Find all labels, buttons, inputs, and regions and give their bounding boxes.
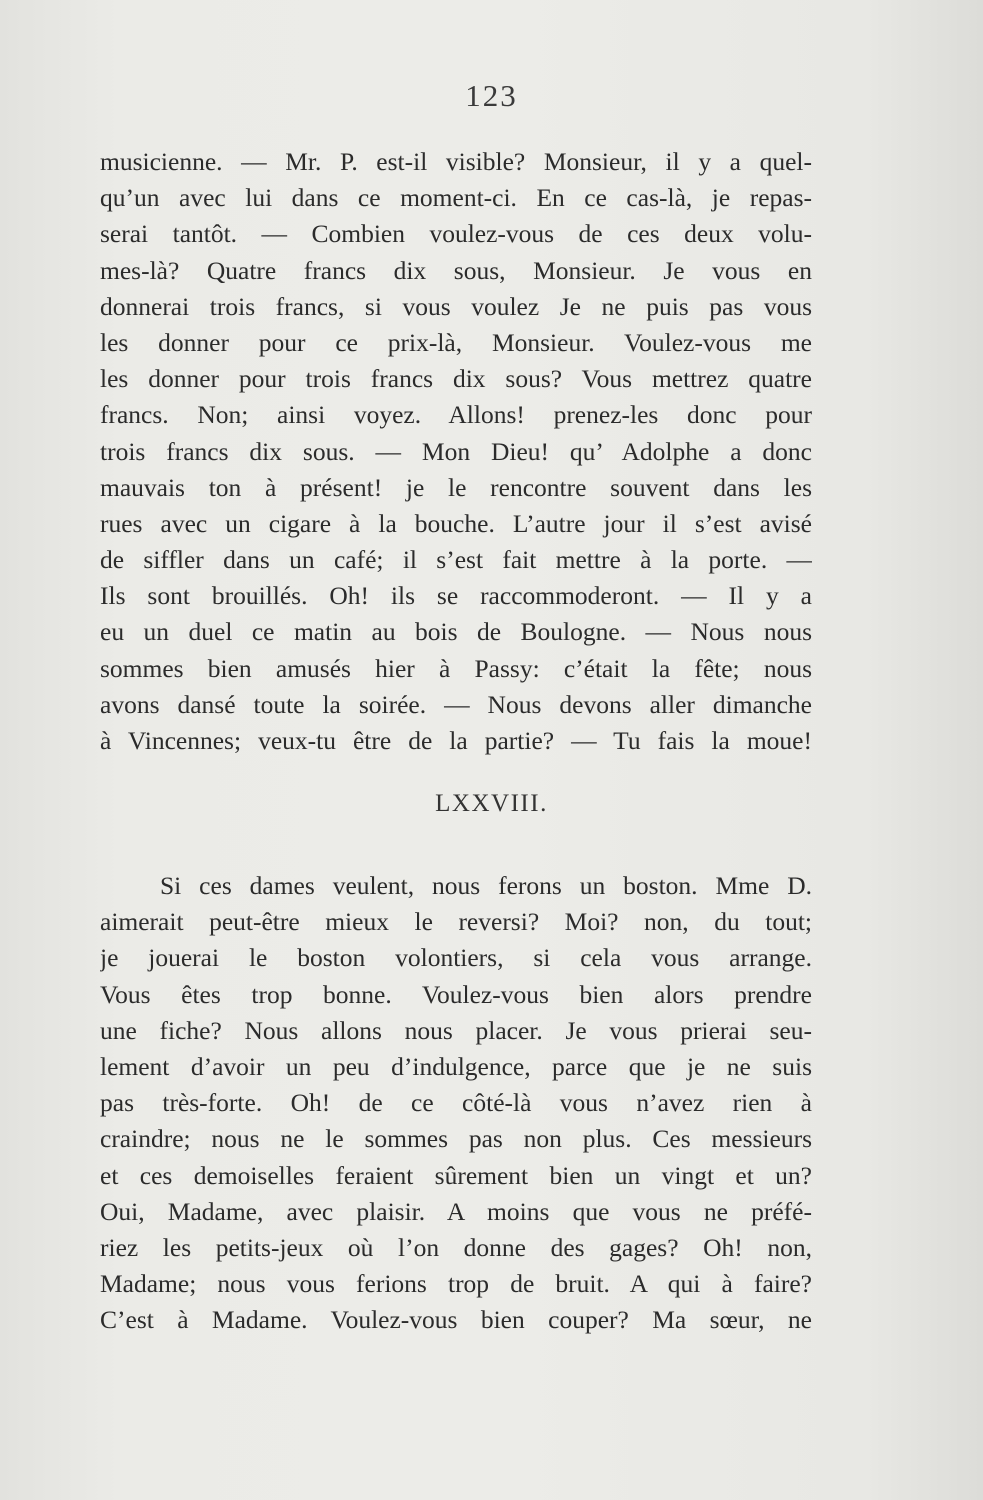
text-line: une fiche? Nous allons nous placer. Je vous prierai seu- <box>100 1015 812 1045</box>
text-line: C’est à Madame. Voulez-vous bien couper? Ma sœur, ne <box>100 1305 812 1335</box>
text-line: mes-là? Quatre francs dix sous, Monsieur. Je vous en <box>100 255 812 285</box>
text-line: Madame; nous vous ferions trop de bruit. A qui à faire? <box>100 1269 812 1299</box>
text-line: aimerait peut-être mieux le reversi? Moi? non, du tout; <box>100 907 812 937</box>
text-line: de siffler dans un café; il s’est fait mettre à la porte. — <box>100 545 812 575</box>
text-line: serai tantôt. — Combien voulez-vous de ces deux volu- <box>100 219 812 249</box>
text-line: avons dansé toute la soirée. — Nous devons aller dimanche <box>100 689 812 719</box>
text-line: trois francs dix sous. — Mon Dieu! qu’ Adolphe a donc <box>100 436 812 466</box>
text-line: sommes bien amusés hier à Passy: c’était la fête; nous <box>100 653 812 683</box>
text-line: musicienne. — Mr. P. est-il visible? Monsieur, il y a quel- <box>100 147 812 176</box>
text-line: Oui, Madame, avec plaisir. A moins que vous ne préfé- <box>100 1196 812 1226</box>
page-number: 123 <box>465 78 518 113</box>
text-line: les donner pour trois francs dix sous? Vous mettrez quatre <box>100 364 812 394</box>
text-line: Si ces dames veulent, nous ferons un boston. Mme D. <box>160 871 812 900</box>
text-line: francs. Non; ainsi voyez. Allons! prenez-les donc pour <box>100 400 812 430</box>
text-line: à Vincennes; veux-tu être de la partie? — Tu fais la moue! <box>100 726 812 755</box>
text-line: mauvais ton à présent! je le rencontre souvent dans les <box>100 472 812 502</box>
text-line: et ces demoiselles feraient sûrement bien un vingt et un? <box>100 1160 812 1190</box>
text-line: riez les petits-jeux où l’on donne des gages? Oh! non, <box>100 1232 812 1262</box>
text-line: donnerai trois francs, si vous voulez Je ne puis pas vous <box>100 291 812 321</box>
text-line: Vous êtes trop bonne. Voulez-vous bien alors prendre <box>100 979 812 1009</box>
text-line: Ils sont brouillés. Oh! ils se raccommoderont. — Il y a <box>100 581 812 611</box>
text-line: eu un duel ce matin au bois de Boulogne. — Nous nous <box>100 617 812 647</box>
text-line: rues avec un cigare à la bouche. L’autre jour il s’est avisé <box>100 508 812 538</box>
paragraph-boston <box>100 868 812 1338</box>
section-heading: LXXVIII. <box>435 790 548 817</box>
text-line: je jouerai le boston volontiers, si cela vous arrange. <box>100 943 812 973</box>
text-line: craindre; nous ne le sommes pas non plus. Ces messieurs <box>100 1124 812 1154</box>
text-line: qu’un avec lui dans ce moment-ci. En ce cas-là, je repas- <box>100 183 812 213</box>
text-line: lement d’avoir un peu d’indulgence, parce que je ne suis <box>100 1051 812 1081</box>
paragraph-dialogue <box>100 144 812 759</box>
text-line: les donner pour ce prix-là, Monsieur. Voulez-vous me <box>100 327 812 357</box>
text-line: pas très-forte. Oh! de ce côté-là vous n’avez rien à <box>100 1088 812 1118</box>
